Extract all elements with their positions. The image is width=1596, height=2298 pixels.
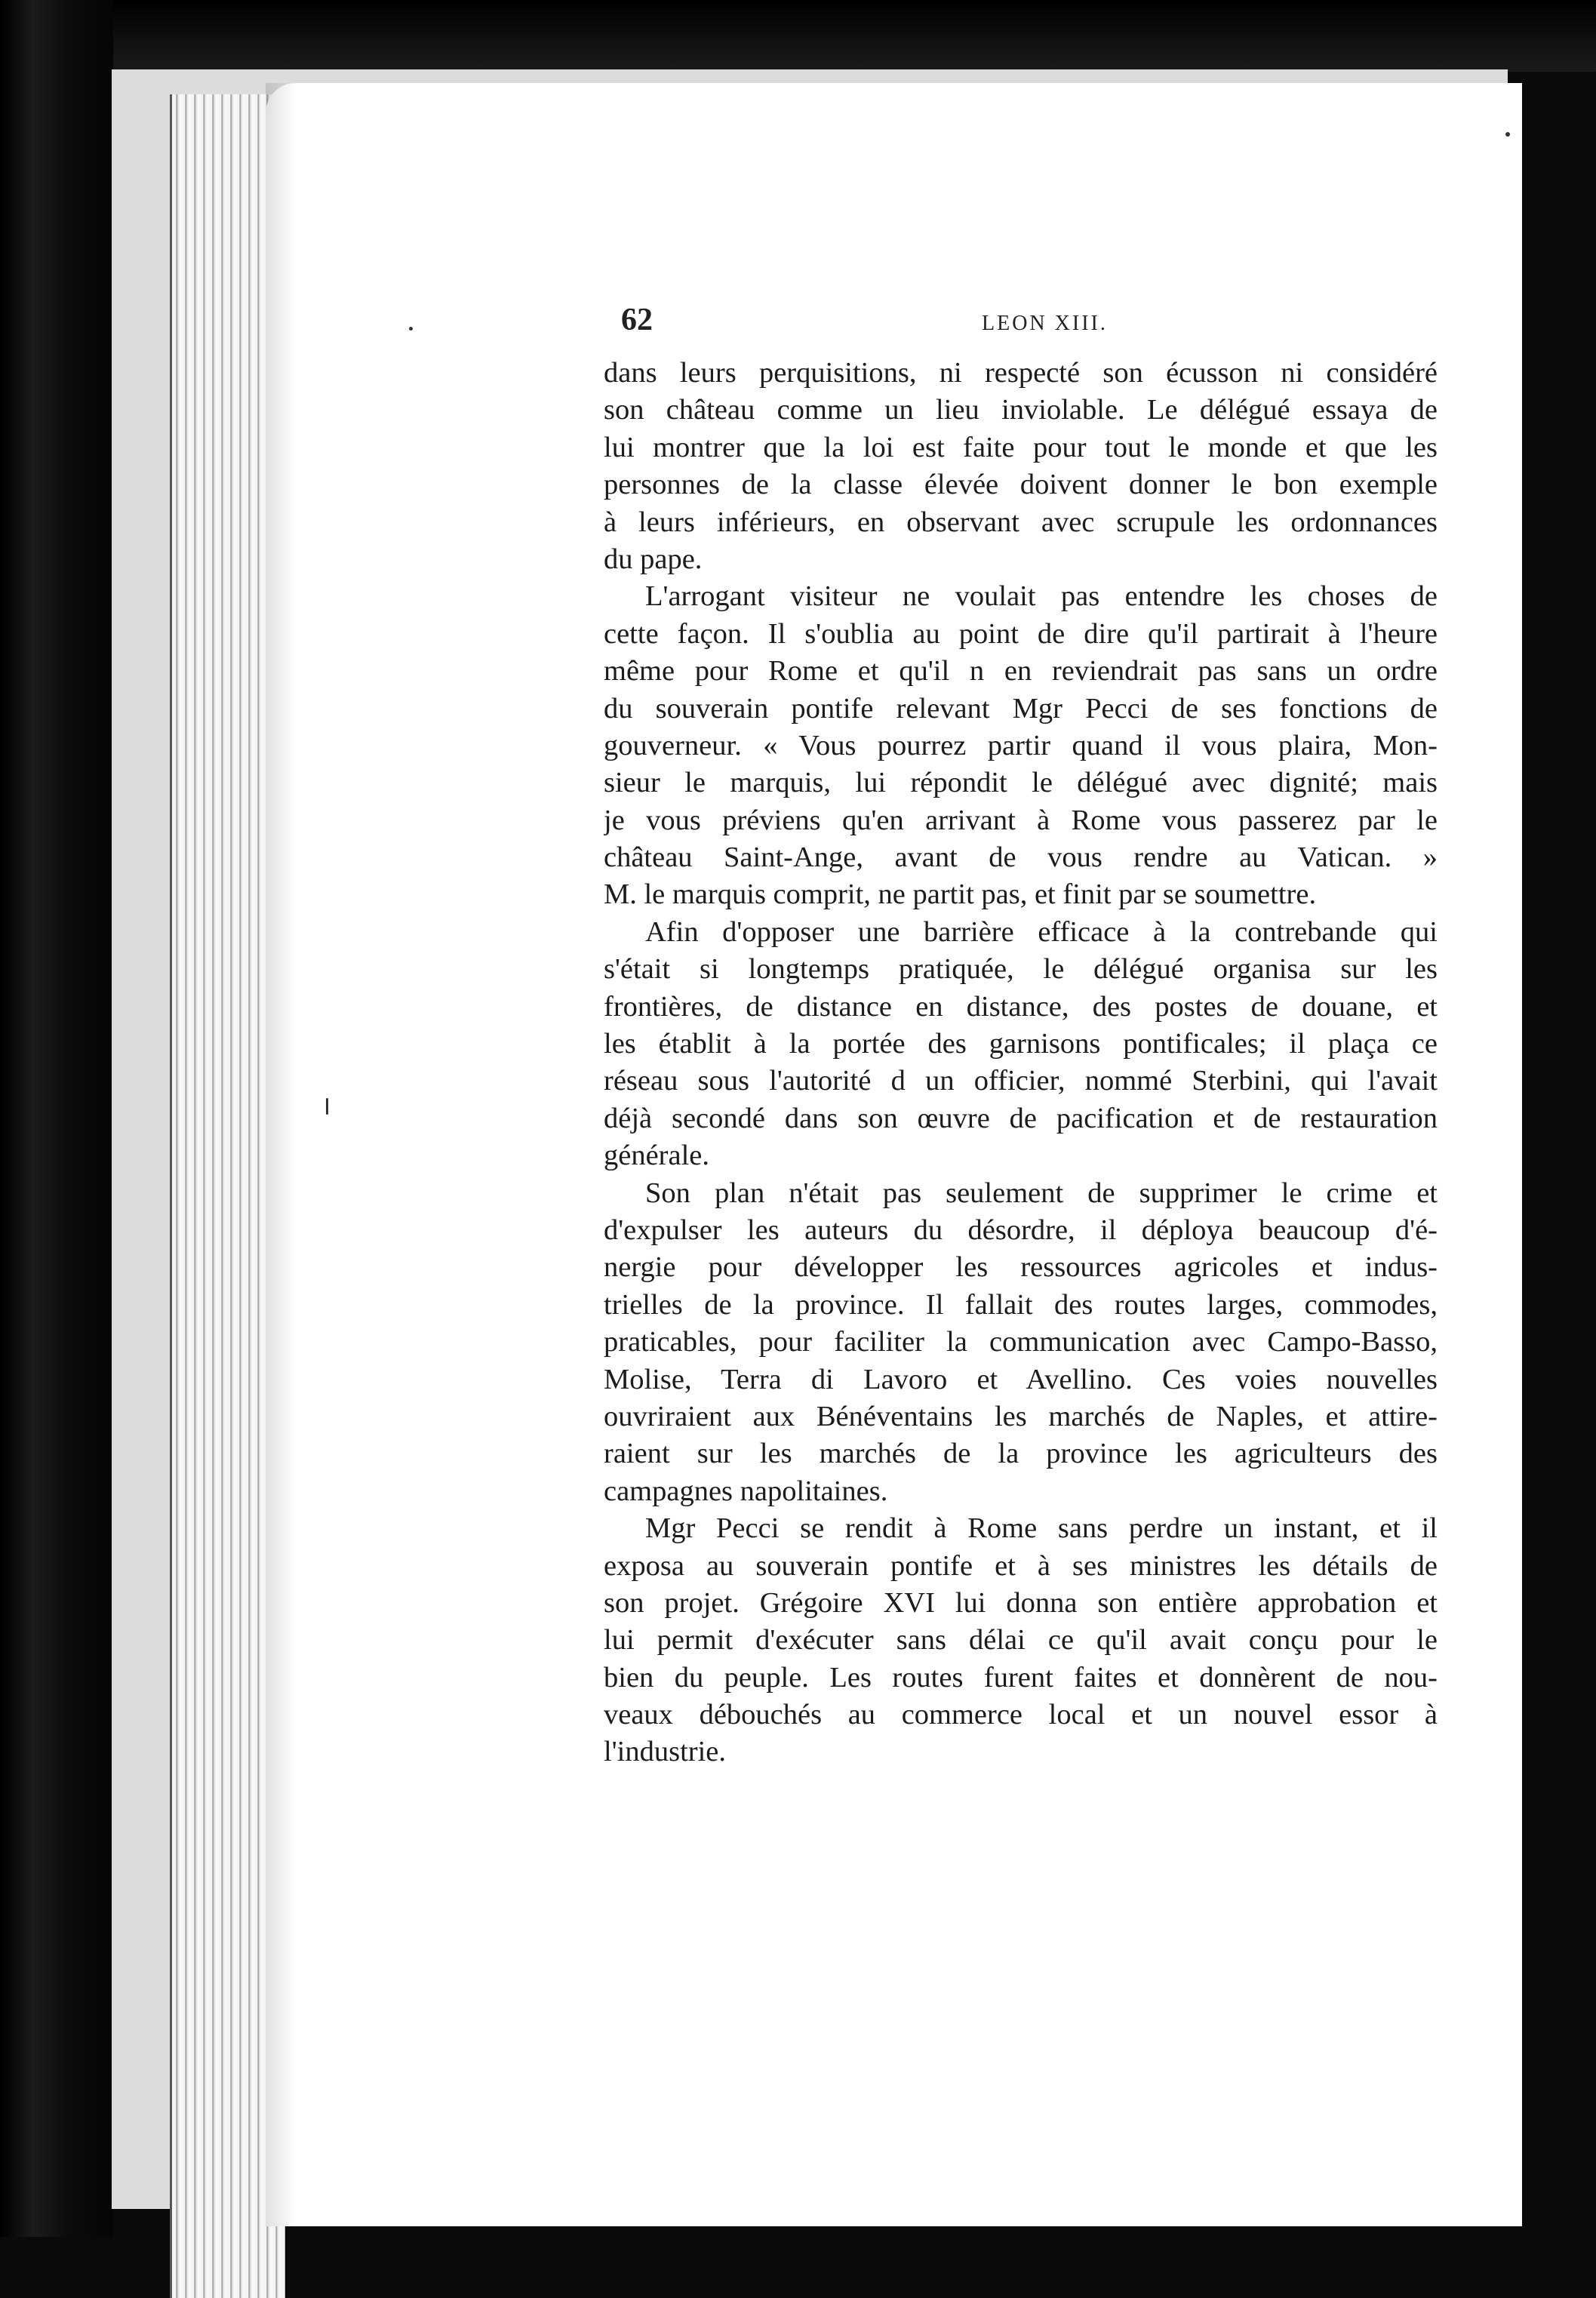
text-line: je vous préviens qu'en arrivant à Rome vous passerez par le bbox=[604, 804, 1438, 836]
text-line: gouverneur. « Vous pourrez partir quand il vous plaira, Mon- bbox=[604, 729, 1438, 761]
text-line: Son plan n'était pas seulement de supprimer le crime et bbox=[645, 1177, 1438, 1209]
text-line: personnes de la classe élevée doivent donner le bon exemple bbox=[604, 469, 1438, 501]
scan-background-left bbox=[0, 0, 113, 2237]
text-line: déjà secondé dans son œuvre de pacification et de restauration bbox=[604, 1102, 1438, 1134]
dust-speck bbox=[409, 327, 413, 331]
text-line: l'industrie. bbox=[604, 1736, 726, 1768]
scan-background-top bbox=[0, 0, 1596, 72]
text-line: lui montrer que la loi est faite pour tout le monde et que les bbox=[604, 431, 1438, 463]
text-line: ouvriraient aux Bénéventains les marchés de Naples, et attire- bbox=[604, 1400, 1438, 1432]
text-line: Molise, Terra di Lavoro et Avellino. Ces voies nouvelles bbox=[604, 1363, 1438, 1395]
text-line: trielles de la province. Il fallait des routes larges, commodes, bbox=[604, 1288, 1438, 1321]
text-line: du pape. bbox=[604, 543, 703, 575]
dust-speck bbox=[1505, 132, 1510, 137]
text-line: bien du peuple. Les routes furent faites et donnèrent de nou- bbox=[604, 1661, 1438, 1694]
text-line: son château comme un lieu inviolable. Le délégué essaya de bbox=[604, 394, 1438, 426]
text-line: praticables, pour faciliter la communication avec Campo-Basso, bbox=[604, 1326, 1438, 1358]
text-line: générale. bbox=[604, 1140, 709, 1172]
text-line: lui permit d'exécuter sans délai ce qu'il avait conçu pour le bbox=[604, 1624, 1438, 1657]
text-line: cette façon. Il s'oublia au point de dire qu'il partirait à l'heure bbox=[604, 617, 1438, 650]
dust-speck bbox=[326, 1098, 328, 1115]
page-gutter-shadow bbox=[266, 83, 296, 2226]
text-line: Afin d'opposer une barrière efficace à la contrebande qui bbox=[645, 915, 1438, 948]
text-line: exposa au souverain pontife et à ses ministres les détails de bbox=[604, 1549, 1438, 1582]
text-line: sieur le marquis, lui répondit le délégué avec dignité; mais bbox=[604, 767, 1438, 799]
text-line: son projet. Grégoire XVI lui donna son entière approbation et bbox=[604, 1586, 1438, 1619]
text-line: M. le marquis comprit, ne partit pas, et finit par se soumettre. bbox=[604, 878, 1317, 911]
text-line: s'était si longtemps pratiquée, le délégué organisa sur les bbox=[604, 953, 1438, 986]
text-line: Mgr Pecci se rendit à Rome sans perdre un instant, et il bbox=[645, 1512, 1438, 1545]
text-line: frontières, de distance en distance, des postes de douane, et bbox=[604, 990, 1438, 1023]
text-line: du souverain pontife relevant Mgr Pecci de ses fonctions de bbox=[604, 692, 1438, 724]
body-text bbox=[604, 355, 1438, 1771]
running-head bbox=[621, 302, 1451, 347]
text-line: dans leurs perquisitions, ni respecté son écusson ni considéré bbox=[604, 357, 1438, 389]
text-line: à leurs inférieurs, en observant avec scrupule les ordonnances bbox=[604, 506, 1438, 538]
text-line: château Saint-Ange, avant de vous rendre au Vatican. » bbox=[604, 841, 1438, 874]
text-line: les établit à la portée des garnisons pontificales; il plaça ce bbox=[604, 1028, 1438, 1060]
text-line: d'expulser les auteurs du désordre, il déploya beaucoup d'é- bbox=[604, 1214, 1438, 1246]
text-line: campagnes napolitaines. bbox=[604, 1475, 888, 1507]
text-line: veaux débouchés au commerce local et un nouvel essor à bbox=[604, 1699, 1438, 1731]
text-line: raient sur les marchés de la province les agriculteurs des bbox=[604, 1438, 1438, 1470]
text-line: réseau sous l'autorité d un officier, nommé Sterbini, qui l'avait bbox=[604, 1065, 1438, 1097]
text-line: nergie pour développer les ressources agricoles et indus- bbox=[604, 1251, 1438, 1284]
page-number: 62 bbox=[621, 303, 653, 337]
text-line: L'arrogant visiteur ne voulait pas entendre les choses de bbox=[645, 580, 1438, 613]
running-title: LEON XIII. bbox=[982, 312, 1108, 335]
text-line: même pour Rome et qu'il n en reviendrait pas sans un ordre bbox=[604, 655, 1438, 688]
